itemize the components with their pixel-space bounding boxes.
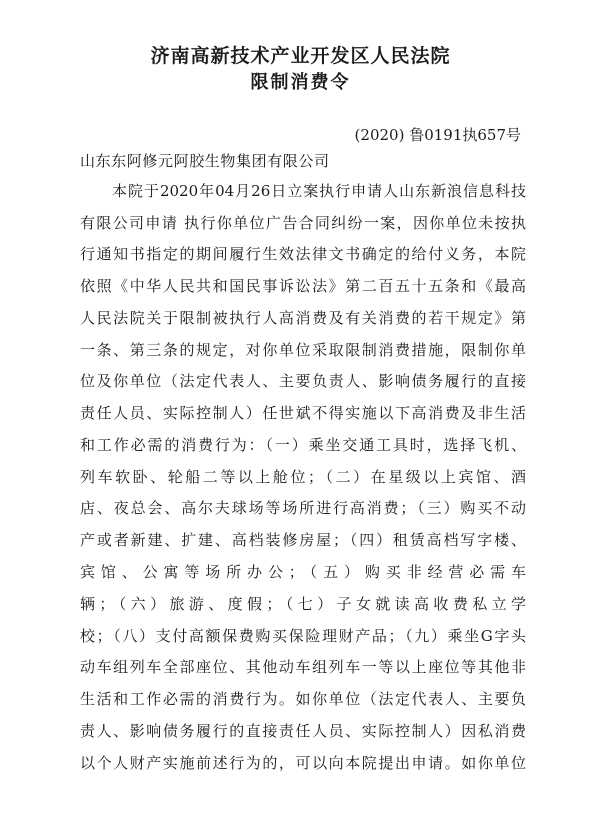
body-line: 和工作必需的消费行为：（一）乘坐交通工具时，选择飞机、 [80, 436, 526, 454]
case-number: (2020) 鲁0191执657号 [354, 126, 521, 144]
body-line: 本院于2020年04月26日立案执行申请人山东新浪信息科技 [112, 182, 526, 200]
body-line: 行通知书指定的期间履行生效法律文书确定的给付义务，本院 [80, 245, 526, 263]
body-line: 位及你单位（法定代表人、主要负责人、影响债务履行的直接 [80, 372, 526, 390]
body-line: 产或者新建、扩建、高档装修房屋；（四）租赁高档写字楼、 [80, 531, 526, 549]
body-line: 列车软卧、轮船二等以上舱位；（二）在星级以上宾馆、酒 [80, 468, 526, 486]
body-line: 责人、影响债务履行的直接责任人员、实际控制人）因私消费 [80, 722, 526, 740]
body-line: 以个人财产实施前述行为的，可以向本院提出申请。如你单位 [80, 754, 526, 772]
document-title: 限制消费令 [250, 72, 351, 93]
body-line: 生活和工作必需的消费行为。如你单位（法定代表人、主要负 [80, 690, 526, 708]
body-line: 店、夜总会、高尔夫球场等场所进行高消费；（三）购买不动 [80, 499, 526, 517]
body-line: 一条、第三条的规定，对你单位采取限制消费措施，限制你单 [80, 341, 526, 359]
body-line: 人民法院关于限制被执行人高消费及有关消费的若干规定》第 [80, 309, 526, 327]
body-line: 宾馆、公寓等场所办公；（五）购买非经营必需车 [80, 563, 526, 581]
body-line: 依照《中华人民共和国民事诉讼法》第二百五十五条和《最高 [80, 277, 526, 295]
body-line: 校；（八）支付高额保费购买保险理财产品；（九）乘坐G字头 [80, 627, 526, 645]
body-line: 动车组列车全部座位、其他动车组列车一等以上座位等其他非 [80, 658, 526, 676]
body-line: 责任人员、实际控制人）任世斌不得实施以下高消费及非生活 [80, 404, 526, 422]
body-line: 辆；（六）旅游、度假；（七）子女就读高收费私立学 [80, 595, 526, 613]
addressee: 山东东阿修元阿胶生物集团有限公司 [80, 152, 330, 170]
body-line: 有限公司申请 执行你单位广告合同纠纷一案，因你单位未按执 [80, 214, 526, 232]
court-name-heading: 济南高新技术产业开发区人民法院 [150, 45, 451, 67]
